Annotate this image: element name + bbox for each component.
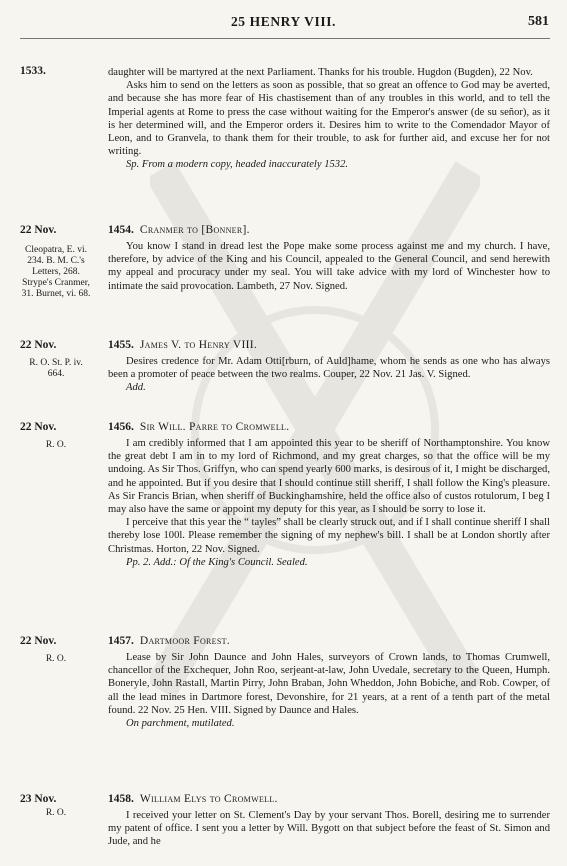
entry-reference: Cleopatra, E. vi. 234. B. M. C.'s Letters, 268. Strype's Cranmer, 31. Burnet, vi. 68.	[21, 245, 91, 299]
entry-margin	[20, 792, 92, 819]
entry-title: Sir Will. Parre to Cromwell.	[139, 421, 290, 433]
entry-heading	[108, 338, 550, 352]
entry-body	[108, 338, 550, 395]
entry-body	[108, 420, 550, 569]
entry-margin	[20, 338, 92, 380]
entry-paragraph: Lease by Sir John Daunce and John Hales, surveyors of Crown lands, to Thomas Crumwell, chancellor of the Exchequer, John Roo, serjeant-at-law, John Uvedale, secretary to the Queen, Humph. Boneryle, John Rastall, Martin Pirry, John Braban, John Wheddon, John Bobiche, and Rob. Cowper, of all the lead mines in Dartmore forest, Devonshire, for 21 years, at a rent of a tenth part of the metal found. 22 Nov. 25 Hen. VIII. Signed by Daunce and Hales.	[108, 652, 550, 716]
entry-date: 22 Nov.	[20, 635, 57, 647]
entry-note: Add.	[126, 382, 146, 394]
entry-margin	[20, 634, 92, 665]
entry-title: Cranmer to [Bonner].	[139, 224, 250, 236]
entry-number: 1456.	[108, 421, 134, 433]
entry-paragraph: You know I stand in dread lest the Pope make some process against me and my church. I have, therefore, by advice of the King and his Council, appealed to the General Council, and send herewith my appeal and procuracy under my seal. You will take advice with my lord of Winchester how to intimate the said provocation. Lambeth, 27 Nov. Signed.	[108, 241, 550, 292]
entry-title: William Elys to Cromwell.	[139, 793, 278, 805]
entry-reference: R. O.	[45, 654, 67, 664]
entry-date: 23 Nov.	[20, 793, 57, 805]
entry-paragraph: I am credibly informed that I am appointed this year to be sheriff of Northamptonshire. You know the great debt I am in to my lord of Richmond, and my great charges, so that the office will be my undoing. As Sir Thos. Griffyn, who can spend yearly 600 marks, is desirous of it, I might be discharged, and he appointed. But if you desire that I should continue still sheriff, I shall follow the King's pleasure. As Sir Francis Brian, when sheriff of Buckinghamshire, held the office also of custos rotulorum, I beg I may also have the same or appoint my deputy for this year, as I should be sorry to lose it.	[108, 438, 550, 516]
entry-heading	[108, 223, 550, 237]
entry-date: 22 Nov.	[20, 339, 57, 351]
entry-paragraph: I received your letter on St. Clement's Day by your servant Thos. Borell, desiring me to surrender my patent of office. I sent you a letter by Will. Bygott on that subject before the feast of St. Simon and Jude, and he	[108, 810, 550, 848]
page-number: 581	[528, 14, 549, 29]
running-head-title: 25 HENRY VIII.	[230, 14, 337, 29]
entry-reference: R. O. St. P. iv. 664.	[29, 358, 83, 379]
entry-heading	[108, 420, 550, 434]
entry-margin	[20, 66, 92, 77]
entry-paragraph: I perceive that this year the “ tayles” shall be clearly struck out, and if I shall continue sheriff I shall thereby lose 100l. Please remember the signing of my nephew's bill. I shall be at London shortly after Christmas. Horton, 22 Nov. Signed.	[108, 517, 550, 555]
entry-reference: R. O.	[45, 808, 67, 818]
entry-body	[108, 792, 550, 849]
entry-paragraph: Asks him to send on the letters as soon as possible, that so great an offence to God may be averted, and because she has more fear of His chastisement than of any troubles in this world, and to tell the Imperial agents at Rome to press the case without waiting for the Emperor's answer (de su señor), as it is her determined will, and the Emperor orders it. Desires him to write to the Comendador Mayor of Leon, and to Granvela, to thank them for their trouble, to ask for further aid, and excuse her for not writing.	[108, 80, 550, 158]
entry-paragraph: daughter will be martyred at the next Parliament. Thanks for his trouble. Hugdon (Bugden), 22 Nov.	[108, 67, 533, 78]
entry-number: 1454.	[108, 224, 134, 236]
entry-body	[108, 634, 550, 730]
header-rule	[20, 38, 550, 39]
entry-body	[108, 223, 550, 293]
entry-paragraph: Desires credence for Mr. Adam Otti[rburn, of Auld]hame, whom he sends as one who has always been a promoter of peace between the two realms. Couper, 22 Nov. 21 Jas. V. Signed.	[108, 356, 550, 381]
entry-note: On parchment, mutilated.	[126, 718, 235, 730]
entry-number: 1457.	[108, 635, 134, 647]
entry-margin	[20, 420, 92, 451]
entry-year: 1533.	[20, 65, 46, 77]
entry-date: 22 Nov.	[20, 224, 57, 236]
entry-title: James V. to Henry VIII.	[139, 339, 258, 351]
entry-reference: R. O.	[45, 440, 67, 450]
entry-title: Dartmoor Forest.	[139, 635, 230, 647]
entry-number: 1458.	[108, 793, 134, 805]
entry-date: 22 Nov.	[20, 421, 57, 433]
entry-note: Pp. 2. Add.: Of the King's Council. Sealed.	[126, 556, 308, 568]
entry-margin	[20, 223, 92, 300]
entry-heading	[108, 792, 550, 806]
entry-body	[108, 66, 550, 172]
entry-number: 1455.	[108, 339, 134, 351]
entry-heading	[108, 634, 550, 648]
entry-note: Sp. From a modern copy, headed inaccurately 1532.	[126, 159, 349, 171]
running-head	[0, 14, 567, 34]
